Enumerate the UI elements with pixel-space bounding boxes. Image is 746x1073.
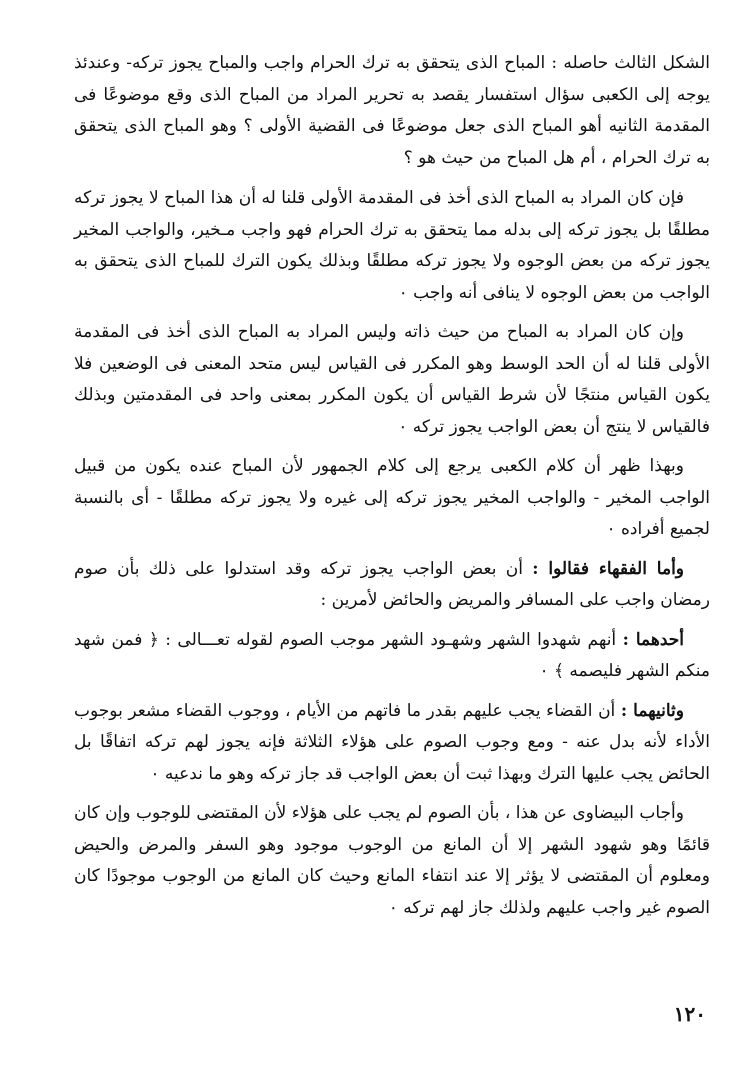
- paragraph-baydawi-answer: وأجاب البيضاوى عن هذا ، بأن الصوم لم يجب على هؤلاء لأن المقتضى للوجوب وإن كان قائمًا وهو شهود الشهر إلا أن المانع من الوجوب موجود وهو السفر والمرض والحيض ومعلوم أن المقتضى لا يؤثر إلا عند انتفاء المانع وحيث كان المانع من الوجوب موجودًا كان الصوم غير واجب عليهم ولذلك جاز لهم تركه ٠: [74, 803, 710, 918]
- jurists-heading: وأما الفقهاء فقالوا :: [532, 558, 685, 579]
- first-reason-heading: أحدهما :: [622, 629, 684, 650]
- page-number: ١٢٠: [673, 1002, 706, 1026]
- second-reason-text: أن القضاء يجب عليهم بقدر ما فاتهم من الأيام ، ووجوب القضاء مشعر بوجوب الأداء لأنه بدل عنه - ومع وجوب الصوم على هؤلاء الثلاثة فإنه يجوز لهم تركه اتفاقًا بل الحائض يجب عليها الترك وبهذا ثبت أن بعض الواجب قد جاز تركه وهو ما ندعيه ٠: [74, 700, 710, 784]
- paragraph-middle-term-case: وإن كان المراد به المباح من حيث ذاته وليس المراد به المباح الذى أخذ فى المقدمة الأولى قلنا له أن الحد الوسط وهو المكرر فى القياس ليس متحد المعنى فى الوضعين فلا يكون القياس منتجًا لأن شرط القياس أن يكون المكرر بمعنى واحد فى المقدمتين وبذلك فالقياس لا ينتج أن بعض الواجب يجوز تركه ٠: [74, 322, 710, 437]
- paragraph-kabi-conclusion: وبهذا ظهر أن كلام الكعبى يرجع إلى كلام الجمهور لأن المباح عنده يكون من قبيل الواجب المخير - والواجب المخير يجوز تركه إلى غيره ولا يجوز تركه مطلقًا - أى بالنسبة لجميع أفراده ٠: [74, 456, 710, 539]
- document-page: [74, 48, 710, 932]
- paragraph-first-premise-case: فإن كان المراد به المباح الذى أخذ فى المقدمة الأولى قلنا له أن هذا المباح لا يجوز تركه مطلقًا بل يجوز تركه إلى بدله مما يتحقق به ترك الحرام فهو واجب مـخير، والواجب المخير يجوز تركه من بعض الوجوه ولا يجوز تركه مطلقًا وبذلك يكون الترك للمباح الذى يتحقق به الواجب من بعض الوجوه لا ينافى أنه واجب ٠: [74, 188, 710, 303]
- paragraph-jurists-view: [74, 554, 710, 617]
- paragraph-second-reason: [74, 696, 710, 791]
- second-reason-heading: وثانيهما :: [620, 700, 684, 721]
- paragraph-third-form: الشكل الثالث حاصله : المباح الذى يتحقق به ترك الحرام واجب والمباح يجوز تركه- وعندئذ يوجه إلى الكعبى سؤال استفسار يقصد به تحرير المراد من المباح الذى وقع موضوعًا فى المقدمة الثانيه أهو المباح الذى جعل موضوعًا فى القضية الأولى ؟ وهو المباح الذى يتحقق به ترك الحرام ، أم هل المباح من حيث هو ؟: [74, 53, 710, 168]
- paragraph-first-reason: [74, 625, 710, 688]
- jurists-text: أن بعض الواجب يجوز تركه وقد استدلوا على ذلك بأن صوم رمضان واجب على المسافر والمريض والحائض لأمرين :: [74, 558, 710, 610]
- first-reason-text: أنهم شهدوا الشهر وشهـود الشهر موجب الصوم لقوله تعـــالى : ﴿ فمن شهد منكم الشهر فليصمه ﴾ ٠: [74, 629, 710, 681]
